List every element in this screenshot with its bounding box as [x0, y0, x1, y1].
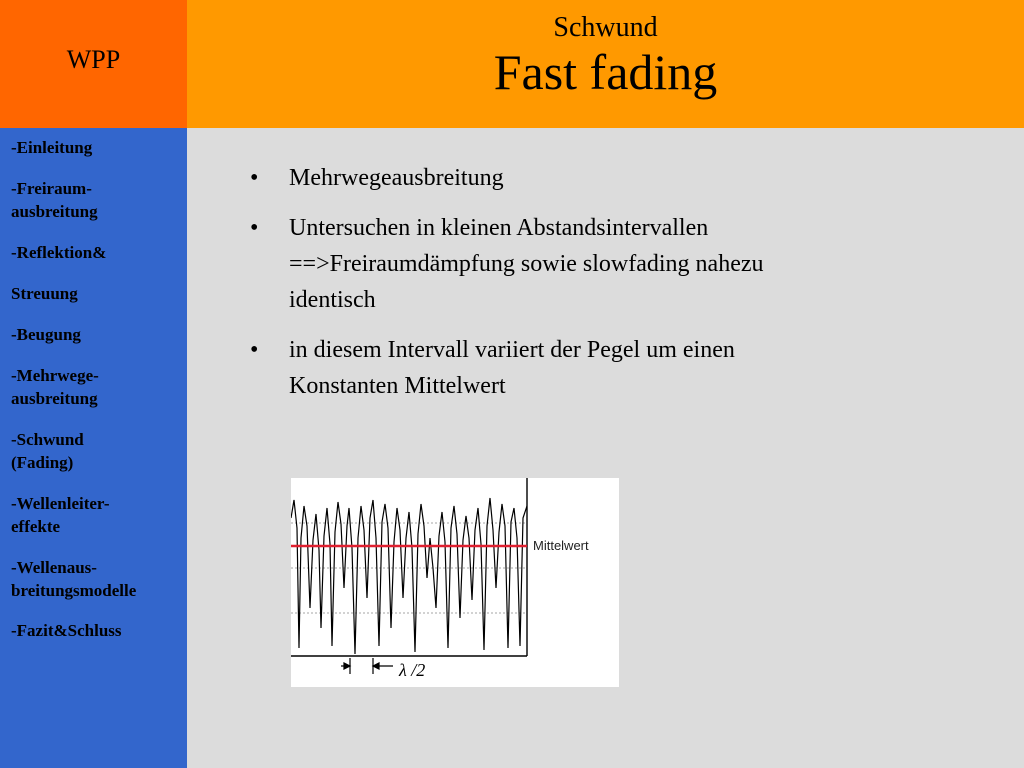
sidebar-item-mehrwegeausbreitung[interactable]: -Mehrwege- ausbreitung: [11, 366, 99, 408]
sidebar-item-streuung[interactable]: Streuung: [11, 284, 78, 303]
sidebar-item-beugung[interactable]: -Beugung: [11, 325, 81, 344]
sidebar-item-wellenausbreitungsmodelle[interactable]: -Wellenaus- breitungsmodelle: [11, 558, 137, 600]
sidebar-item-wellenleitereffekte[interactable]: -Wellenleiter- effekte: [11, 494, 110, 536]
bullet-text: Mehrwegeausbreitung: [289, 165, 504, 191]
bullet-dot: •: [250, 165, 259, 191]
sidebar-item-schwund[interactable]: -Schwund (Fading): [11, 430, 84, 472]
wavelength-marker: [341, 658, 393, 674]
wavelength-label: λ /2: [399, 660, 426, 680]
sidebar-item-fazit[interactable]: -Fazit&Schluss: [11, 621, 122, 640]
logo-box: [0, 0, 187, 128]
bullet-item: [250, 332, 950, 404]
bullet-text: Untersuchen in kleinen Abstandsintervallen ==>Freiraumdämpfung sowie slowfading nahezu identisch: [289, 215, 764, 313]
slide-content: [250, 160, 950, 418]
sidebar-item-freiraumausbreitung[interactable]: -Freiraum- ausbreitung: [11, 179, 98, 221]
logo-text: WPP: [66, 45, 121, 74]
fading-diagram: [291, 478, 619, 687]
bullet-dot: •: [250, 337, 259, 363]
slide-header: [187, 0, 1024, 128]
slide-subtitle: Schwund: [553, 12, 658, 43]
sidebar-item-einleitung[interactable]: -Einleitung: [11, 138, 93, 157]
mean-label: Mittelwert: [533, 538, 589, 553]
fading-signal: [291, 498, 527, 654]
fading-diagram-svg: [291, 478, 619, 687]
bullet-dot: •: [250, 215, 259, 241]
grid-lines: [291, 523, 527, 613]
bullet-item: [250, 210, 950, 318]
sidebar-item-reflektion[interactable]: -Reflektion&: [11, 243, 107, 262]
bullet-text: in diesem Intervall variiert der Pegel um einen Konstanten Mittelwert: [289, 337, 735, 399]
sidebar-nav: [0, 128, 187, 768]
bullet-item: [250, 160, 950, 196]
slide-title: Fast fading: [493, 44, 718, 100]
